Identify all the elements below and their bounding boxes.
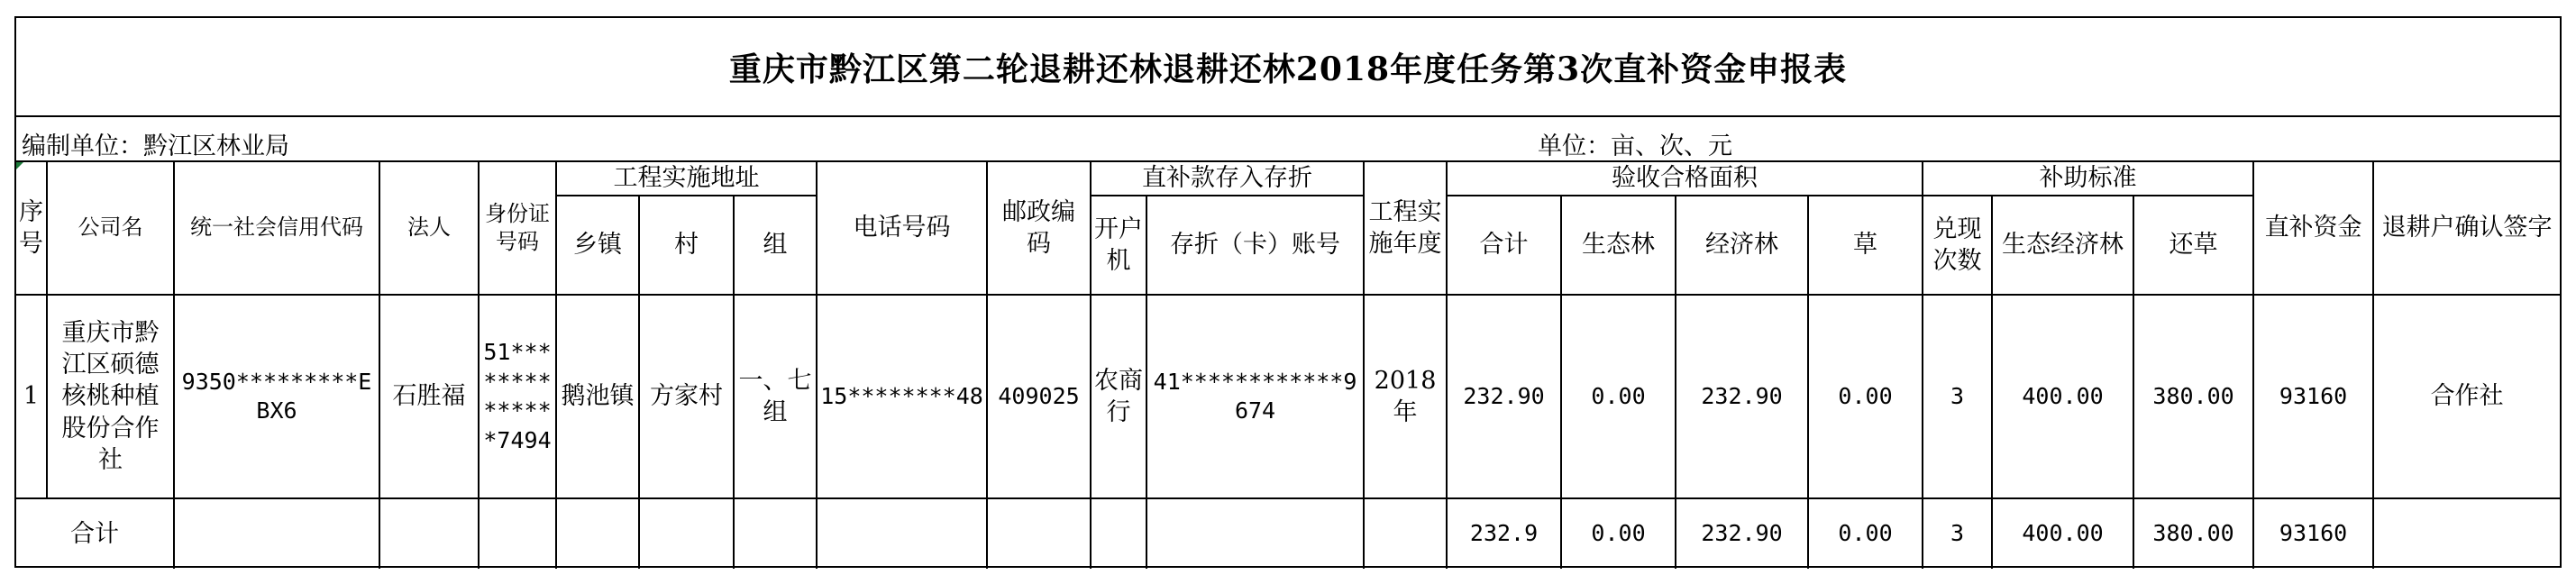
header-times: 兑现次数 <box>1923 196 1992 295</box>
units-label: 单位：亩、次、元 <box>1538 132 1732 160</box>
header-village: 村 <box>639 196 734 295</box>
prepared-by-label: 编制单位：黔江区林业局 <box>22 132 289 160</box>
cell-grass: 0.00 <box>1808 295 1923 498</box>
header-postal-code: 邮政编码 <box>987 161 1091 295</box>
header-phone: 电话号码 <box>817 161 987 295</box>
header-id-number: 身份证号码 <box>479 161 556 295</box>
header-year: 工程实施年度 <box>1364 161 1447 295</box>
cell-econ-forest: 232.90 <box>1676 295 1808 498</box>
cell-direct-subsidy: 93160 <box>2253 295 2373 498</box>
totals-econ-forest: 232.90 <box>1676 498 1808 569</box>
header-eco-forest: 生态林 <box>1561 196 1676 295</box>
header-seq: 序号 <box>16 161 47 295</box>
unit-row <box>16 117 2560 160</box>
cell-signature: 合作社 <box>2373 295 2560 498</box>
header-address-group: 工程实施地址 <box>556 161 817 196</box>
cell-return-grass: 380.00 <box>2133 295 2253 498</box>
header-total: 合计 <box>1447 196 1561 295</box>
header-township: 乡镇 <box>556 196 639 295</box>
cell-legal-person: 石胜福 <box>379 295 479 498</box>
totals-total: 232.9 <box>1447 498 1561 569</box>
totals-eco-forest: 0.00 <box>1561 498 1676 569</box>
header-group: 组 <box>734 196 817 295</box>
header-legal-person: 法人 <box>379 161 479 295</box>
totals-direct-subsidy: 93160 <box>2253 498 2373 569</box>
cell-group: 一、七组 <box>734 295 817 498</box>
cell-times: 3 <box>1923 295 1992 498</box>
header-return-grass: 还草 <box>2133 196 2253 295</box>
report-sheet <box>14 16 2562 568</box>
cell-company: 重庆市黔江区硕德核桃种植股份合作社 <box>47 295 174 498</box>
header-account: 存折（卡）账号 <box>1146 196 1364 295</box>
totals-label: 合计 <box>16 498 174 569</box>
report-title: 重庆市黔江区第二轮退耕还林退耕还林2018年度任务第3次直补资金申报表 <box>16 18 2560 117</box>
cell-year: 2018年 <box>1364 295 1447 498</box>
header-grass: 草 <box>1808 196 1923 295</box>
totals-row <box>16 498 2560 569</box>
header-bank: 开户机 <box>1091 196 1146 295</box>
header-subsidy-group: 补助标准 <box>1923 161 2253 196</box>
totals-return-grass: 380.00 <box>2133 498 2253 569</box>
cell-postal-code: 409025 <box>987 295 1091 498</box>
cell-id-number: 51**************7494 <box>479 295 556 498</box>
cell-eco-econ-forest: 400.00 <box>1992 295 2133 498</box>
header-credit-code: 统一社会信用代码 <box>174 161 379 295</box>
totals-times: 3 <box>1923 498 1992 569</box>
cell-total: 232.90 <box>1447 295 1561 498</box>
header-econ-forest: 经济林 <box>1676 196 1808 295</box>
table-row <box>16 295 2560 498</box>
subsidy-table <box>16 160 2560 569</box>
totals-grass: 0.00 <box>1808 498 1923 569</box>
cell-account: 41************9674 <box>1146 295 1364 498</box>
header-area-group: 验收合格面积 <box>1447 161 1923 196</box>
cell-village: 方家村 <box>639 295 734 498</box>
cell-seq: 1 <box>16 295 47 498</box>
cell-bank: 农商行 <box>1091 295 1146 498</box>
header-company: 公司名 <box>47 161 174 295</box>
cell-credit-code: 9350*********EBX6 <box>174 295 379 498</box>
header-eco-econ-forest: 生态经济林 <box>1992 196 2133 295</box>
cell-township: 鹅池镇 <box>556 295 639 498</box>
header-deposit-group: 直补款存入存折 <box>1091 161 1364 196</box>
cell-phone: 15********48 <box>817 295 987 498</box>
header-direct-subsidy: 直补资金 <box>2253 161 2373 295</box>
header-signature: 退耕户确认签字 <box>2373 161 2560 295</box>
totals-eco-econ-forest: 400.00 <box>1992 498 2133 569</box>
cell-eco-forest: 0.00 <box>1561 295 1676 498</box>
